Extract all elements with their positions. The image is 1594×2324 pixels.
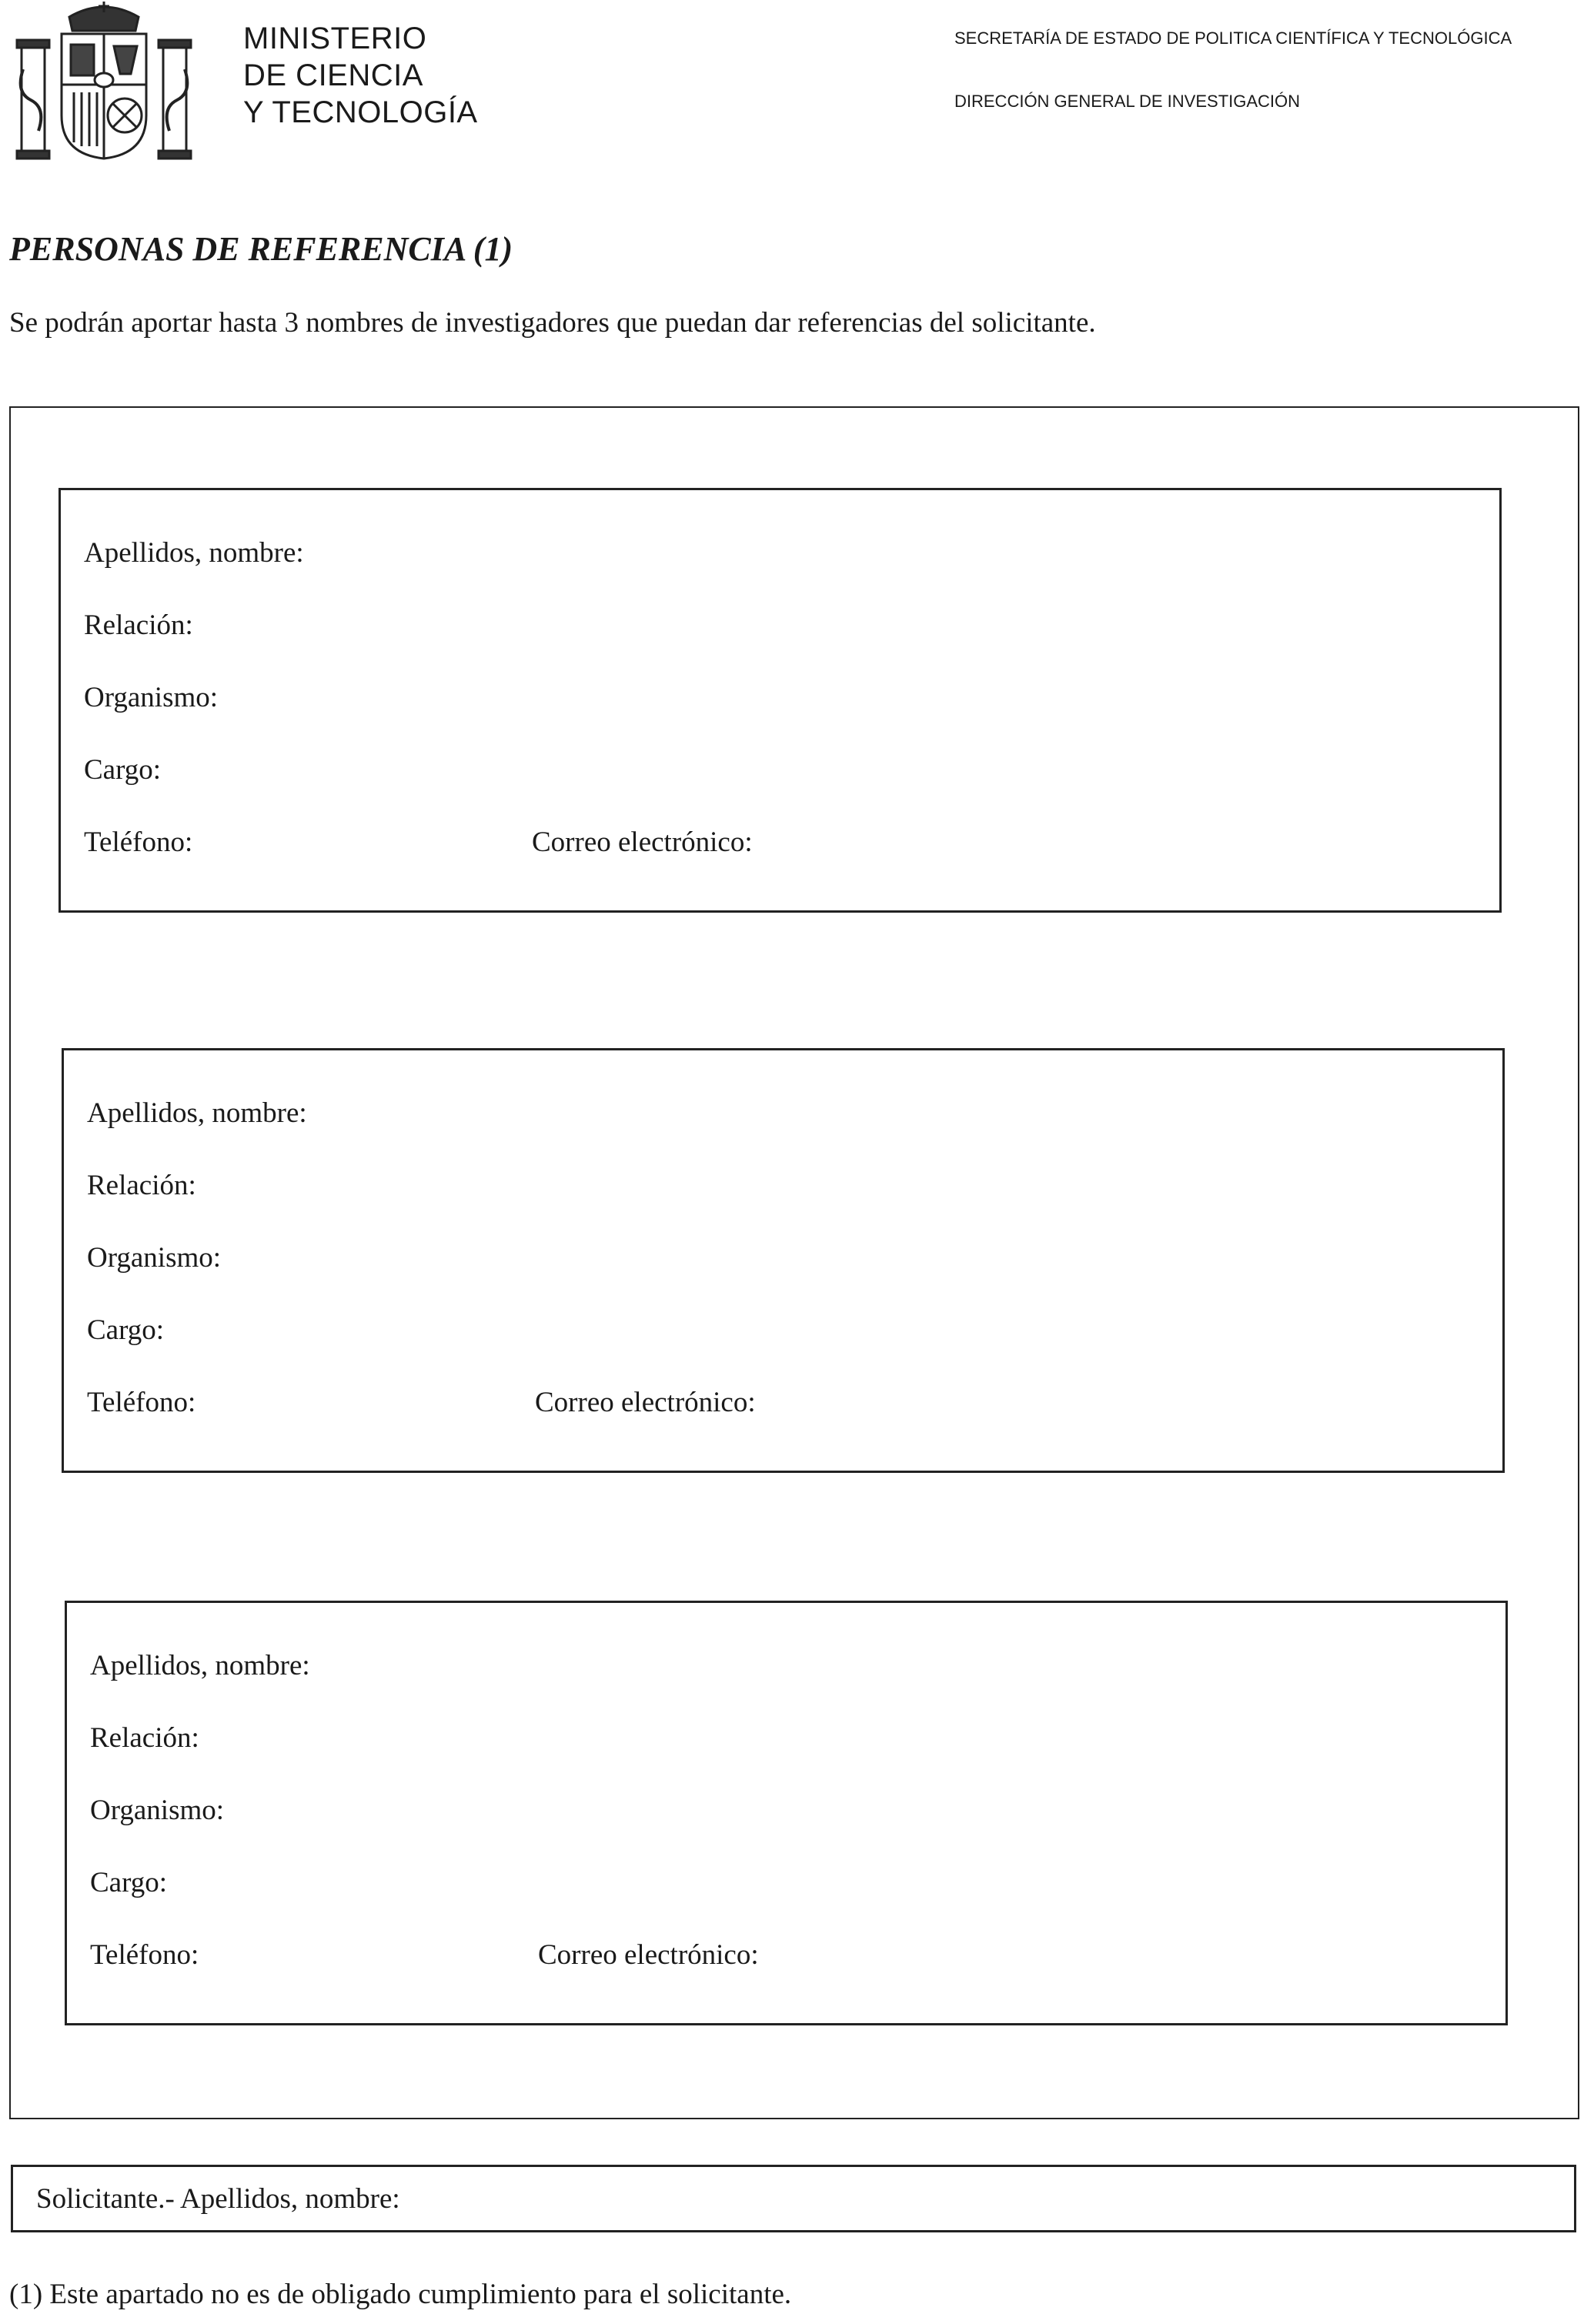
email-label: Correo electrónico: xyxy=(538,1939,759,1971)
relation-label: Relación: xyxy=(84,609,193,641)
ministry-line: MINISTERIO xyxy=(243,22,427,55)
ministry-line: Y TECNOLOGÍA xyxy=(243,95,478,129)
reference-box xyxy=(65,1601,1508,2025)
organism-label: Organismo: xyxy=(90,1795,225,1826)
applicant-box xyxy=(11,2165,1576,2232)
email-label: Correo electrónico: xyxy=(535,1387,756,1418)
ministry-name xyxy=(243,20,478,131)
reference-box xyxy=(62,1048,1505,1473)
relation-label: Relación: xyxy=(90,1722,199,1754)
secretaria-text: SECRETARÍA DE ESTADO DE POLITICA CIENTÍFICA Y TECNOLÓGICA xyxy=(954,28,1512,48)
name-label: Apellidos, nombre: xyxy=(90,1650,310,1681)
position-label: Cargo: xyxy=(90,1867,168,1898)
position-label: Cargo: xyxy=(87,1314,165,1346)
phone-label: Teléfono: xyxy=(90,1939,199,1971)
email-label: Correo electrónico: xyxy=(532,826,753,858)
reference-box xyxy=(58,488,1502,913)
intro-text: Se podrán aportar hasta 3 nombres de investigadores que puedan dar referencias del solicitante. xyxy=(9,307,1096,339)
footnote: (1) Este apartado no es de obligado cumplimiento para el solicitante. xyxy=(9,2279,792,2310)
organism-label: Organismo: xyxy=(87,1242,222,1274)
direccion-text: DIRECCIÓN GENERAL DE INVESTIGACIÓN xyxy=(954,92,1301,111)
organism-label: Organismo: xyxy=(84,682,219,713)
phone-label: Teléfono: xyxy=(87,1387,196,1418)
name-label: Apellidos, nombre: xyxy=(84,537,304,569)
name-label: Apellidos, nombre: xyxy=(87,1097,307,1129)
coat-of-arms-icon xyxy=(15,0,192,162)
page-title: PERSONAS DE REFERENCIA (1) xyxy=(9,230,513,268)
phone-label: Teléfono: xyxy=(84,826,193,858)
ministry-line: DE CIENCIA xyxy=(243,58,423,92)
position-label: Cargo: xyxy=(84,754,162,786)
relation-label: Relación: xyxy=(87,1170,196,1201)
applicant-label: Solicitante.- Apellidos, nombre: xyxy=(36,2183,400,2215)
